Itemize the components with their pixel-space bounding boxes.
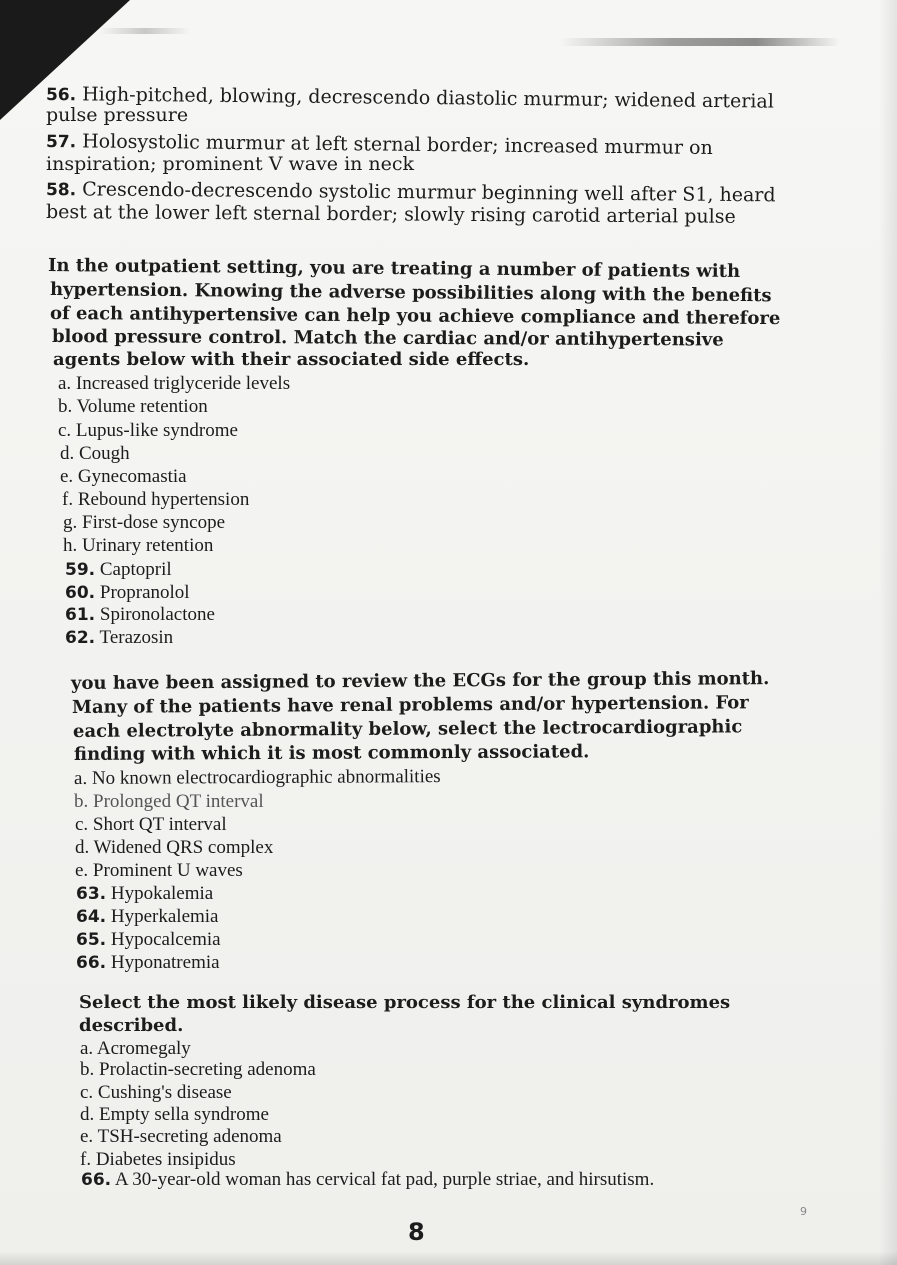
question-66-syndrome: 66. A 30-year-old woman has cervical fat pad, purple striae, and hirsutism. [81, 1169, 655, 1190]
question-66: 66. Hyponatremia [76, 952, 220, 973]
scan-smudge [560, 38, 840, 46]
corner-mark: 9 [800, 1205, 807, 1218]
section1-option: b. Volume retention [58, 396, 208, 417]
question-61: 61. Spironolactone [65, 604, 215, 625]
section3-option: e. TSH-secreting adenoma [80, 1126, 282, 1147]
section1-option: d. Cough [60, 443, 130, 464]
section1-option: a. Increased triglyceride levels [58, 373, 291, 394]
section2-option: c. Short QT interval [75, 814, 227, 835]
section3-option: c. Cushing's disease [80, 1082, 232, 1103]
question-59: 59. Captopril [65, 559, 172, 580]
question-58-line1: 58. Crescendo-decrescendo systolic murmur beginning well after S1, heard [45, 178, 776, 207]
section1-intro-line: hypertension. Knowing the adverse possibilities along with the benefits [49, 279, 772, 307]
page-number: 8 [408, 1218, 425, 1246]
page-bottom-shadow [0, 1251, 897, 1265]
section2-intro-line: each electrolyte abnormality below, select the lectrocardiographic [72, 716, 743, 742]
section1-option: h. Urinary retention [63, 535, 214, 556]
section2-intro-line: Many of the patients have renal problems and/or hypertension. For [71, 692, 749, 718]
question-65: 65. Hypocalcemia [76, 929, 221, 950]
section3-intro-line: Select the most likely disease process for the clinical syndromes [79, 992, 731, 1013]
section3-option: d. Empty sella syndrome [80, 1104, 269, 1125]
page-edge-shadow [879, 0, 897, 1265]
section1-option: c. Lupus-like syndrome [58, 420, 238, 441]
question-60: 60. Propranolol [65, 582, 190, 603]
scan-smudge [100, 28, 190, 34]
section3-intro-line: described. [79, 1015, 184, 1036]
section1-option: f. Rebound hypertension [62, 489, 250, 510]
question-58-line2: best at the lower left sternal border; slowly rising carotid arterial pulse [45, 201, 736, 228]
section2-intro-line: you have been assigned to review the ECGs for the group this month. [70, 668, 770, 694]
section2-option: d. Widened QRS complex [75, 837, 274, 858]
question-62: 62. Terazosin [65, 627, 174, 648]
section3-option: a. Acromegaly [80, 1038, 191, 1059]
section1-intro-line: blood pressure control. Match the cardiac and/or antihypertensive [51, 326, 724, 351]
question-56-line2: pulse pressure [46, 104, 189, 126]
question-56-line1: 56. High-pitched, blowing, decrescendo diastolic murmur; widened arterial [45, 83, 774, 113]
section2-intro-line: finding with which it is most commonly associated. [73, 741, 590, 765]
section2-option: a. No known electrocardiographic abnormalities [73, 766, 441, 789]
question-64: 64. Hyperkalemia [76, 906, 219, 927]
section2-option: e. Prominent U waves [75, 860, 243, 881]
section1-option: g. First-dose syncope [63, 512, 226, 533]
section1-intro-line: of each antihypertensive can help you achieve compliance and therefore [49, 303, 781, 330]
section1-option: e. Gynecomastia [60, 466, 187, 487]
section3-option: f. Diabetes insipidus [80, 1149, 236, 1170]
section3-option: b. Prolactin-secreting adenoma [80, 1059, 316, 1080]
section1-intro-line: In the outpatient setting, you are treating a number of patients with [47, 255, 741, 283]
section2-option: b. Prolonged QT interval [74, 791, 264, 812]
question-63: 63. Hypokalemia [76, 883, 214, 904]
section1-intro-line: agents below with their associated side effects. [53, 349, 530, 370]
question-57-line1: 57. Holosystolic murmur at left sternal border; increased murmur on [45, 130, 713, 159]
question-57-line2: inspiration; prominent V wave in neck [46, 153, 415, 175]
